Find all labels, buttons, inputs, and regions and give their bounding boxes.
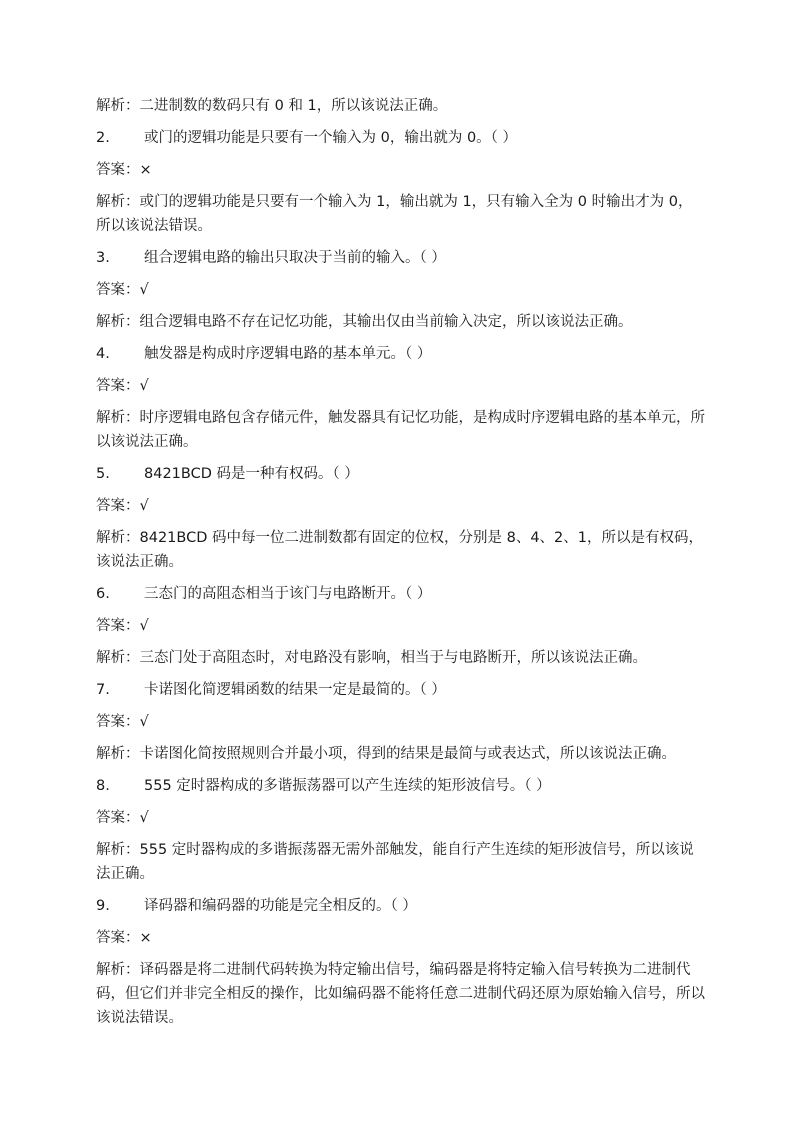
explanation-3: 解析：组合逻辑电路不存在记忆功能，其输出仅由当前输入决定，所以该说法正确。 [96,314,633,330]
question-8 [96,774,706,798]
explanation-5: 解析：8421BCD 码中每一位二进制数都有固定的位权，分别是 8、4、2、1，所以是有权码，该说法正确。 [96,530,704,570]
explanation-1: 解析：二进制数的数码只有 0 和 1，所以该说法正确。 [96,98,448,114]
question-text: 三态门的高阻态相当于该门与电路断开。（ ） [144,586,432,602]
question-block-9 [96,894,706,1030]
question-block-4 [96,342,706,462]
question-block-6 [96,582,706,678]
question-number: 4. [96,346,110,362]
question-number: 6. [96,586,110,602]
explanation-9: 解析：译码器是将二进制代码转换为特定输出信号，编码器是将特定输入信号转换为二进制代码，但它们并非完全相反的操作，比如编码器不能将任意二进制代码还原为原始输入信号，所以该说法错误。 [96,962,705,1026]
question-5 [96,462,706,486]
question-text: 8421BCD 码是一种有权码。（ ） [144,466,359,482]
question-text: 组合逻辑电路的输出只取决于当前的输入。（ ） [144,250,446,266]
question-block-7 [96,678,706,774]
document-body [96,94,706,1030]
question-number: 7. [96,682,110,698]
question-number: 5. [96,466,110,482]
question-text: 译码器和编码器的功能是完全相反的。（ ） [144,898,417,914]
question-7 [96,678,706,702]
question-number: 2. [96,130,110,146]
question-number: 9. [96,898,110,914]
question-6 [96,582,706,606]
question-9 [96,894,706,918]
question-4 [96,342,706,366]
question-block-5 [96,462,706,582]
explanation-7: 解析：卡诺图化简按照规则合并最小项，得到的结果是最简与或表达式，所以该说法正确。 [96,746,676,762]
question-number: 8. [96,778,110,794]
answer-9: 答案：× [96,930,152,946]
answer-4: 答案：√ [96,378,149,394]
question-2 [96,126,706,150]
answer-6: 答案：√ [96,618,149,634]
explanation-6: 解析：三态门处于高阻态时，对电路没有影响，相当于与电路断开，所以该说法正确。 [96,650,647,666]
question-block-3 [96,246,706,342]
explanation-8: 解析：555 定时器构成的多谐振荡器无需外部触发，能自行产生连续的矩形波信号，所以该说法正确。 [96,842,694,882]
answer-7: 答案：√ [96,714,149,730]
question-block-2 [96,126,706,246]
answer-5: 答案：√ [96,498,149,514]
answer-8: 答案：√ [96,810,149,826]
question-3 [96,246,706,270]
answer-2: 答案：× [96,162,152,178]
question-text: 触发器是构成时序逻辑电路的基本单元。（ ） [144,346,432,362]
question-number: 3. [96,250,110,266]
question-text: 或门的逻辑功能是只要有一个输入为 0，输出就为 0。（ ） [144,130,518,146]
question-text: 555 定时器构成的多谐振荡器可以产生连续的矩形波信号。（ ） [144,778,551,794]
question-block-8 [96,774,706,894]
explanation-4: 解析：时序逻辑电路包含存储元件，触发器具有记忆功能，是构成时序逻辑电路的基本单元，所以该说法正确。 [96,410,705,450]
question-text: 卡诺图化简逻辑函数的结果一定是最简的。（ ） [144,682,446,698]
explanation-2: 解析：或门的逻辑功能是只要有一个输入为 1，输出就为 1，只有输入全为 0 时输出才为 0，所以该说法错误。 [96,194,693,234]
answer-3: 答案：√ [96,282,149,298]
